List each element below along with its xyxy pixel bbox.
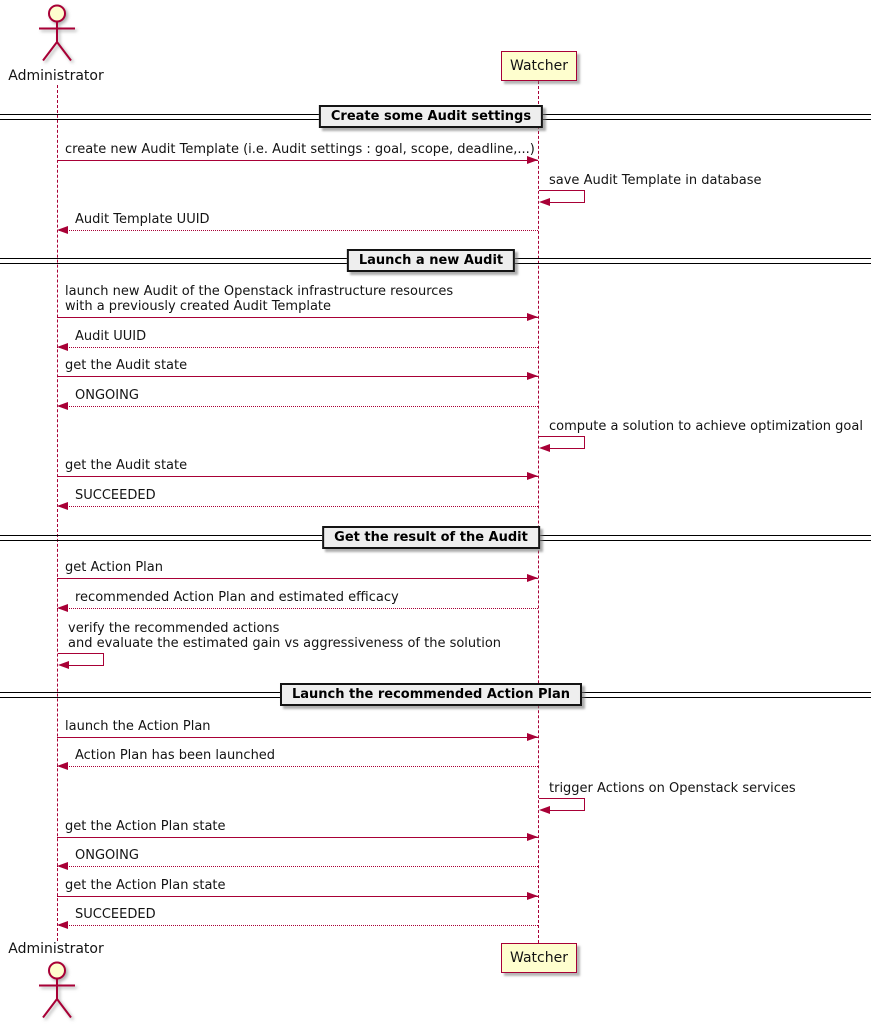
- self-message-loop-bottom: [549, 448, 584, 449]
- message-arrowhead-icon: [57, 343, 68, 351]
- message-text-line: get the Audit state: [65, 458, 188, 473]
- self-message-loop-bottom: [68, 665, 103, 666]
- self-message-loop-top: [539, 798, 584, 799]
- divider-label: Get the result of the Audit: [322, 526, 540, 549]
- message-text-line: with a previously created Audit Template: [65, 299, 332, 314]
- message-text: [75, 329, 146, 344]
- message-arrowhead-icon: [57, 402, 68, 410]
- message-arrow-line: [57, 737, 538, 738]
- message-arrow-line: [57, 578, 538, 579]
- self-message-loop-bottom: [549, 202, 584, 203]
- message-arrowhead-icon: [527, 313, 538, 321]
- self-message-loop-top: [539, 190, 584, 191]
- lifeline-administrator: [57, 85, 58, 941]
- message-arrow-line: [57, 230, 538, 231]
- message-text-line: and evaluate the estimated gain vs aggressiveness of the solution: [68, 636, 502, 651]
- message-text: [75, 748, 275, 763]
- message-text-line: Audit Template UUID: [75, 212, 210, 227]
- self-message-text: [68, 621, 501, 651]
- message-text: [75, 388, 139, 403]
- participant-label-watcher-top: Watcher: [510, 58, 568, 74]
- self-message-arrowhead-icon: [58, 661, 69, 669]
- divider-label: Create some Audit settings: [319, 105, 543, 128]
- message-text: [75, 590, 399, 605]
- message-arrow-line: [57, 160, 538, 161]
- message-text-line: create new Audit Template (i.e. Audit settings : goal, scope, deadline,...): [65, 142, 535, 157]
- self-message-loop-top: [539, 436, 584, 437]
- message-text-line: get Action Plan: [65, 560, 163, 575]
- message-text-line: launch the Action Plan: [65, 719, 211, 734]
- actor-label-administrator-top: Administrator: [8, 68, 104, 84]
- message-arrowhead-icon: [57, 502, 68, 510]
- self-message-text: [549, 781, 796, 796]
- message-text: [65, 719, 211, 734]
- message-arrowhead-icon: [57, 604, 68, 612]
- participant-box-watcher-bottom: [501, 943, 577, 973]
- message-text: [75, 488, 156, 503]
- self-message-arrowhead-icon: [539, 806, 550, 814]
- self-message-arrowhead-icon: [539, 444, 550, 452]
- message-text-line: trigger Actions on Openstack services: [549, 781, 796, 796]
- message-arrow-line: [57, 896, 538, 897]
- message-arrow-line: [57, 766, 538, 767]
- message-text-line: verify the recommended actions: [68, 621, 280, 636]
- message-text-line: Audit UUID: [75, 329, 147, 344]
- self-message-loop-side: [584, 436, 585, 449]
- actor-icon-administrator-top: [29, 3, 85, 65]
- message-text-line: launch new Audit of the Openstack infrastructure resources: [65, 284, 454, 299]
- message-arrow-line: [57, 608, 538, 609]
- message-arrowhead-icon: [57, 762, 68, 770]
- divider-label: Launch the recommended Action Plan: [280, 683, 582, 706]
- message-arrowhead-icon: [527, 156, 538, 164]
- message-arrow-line: [57, 347, 538, 348]
- message-arrowhead-icon: [527, 574, 538, 582]
- message-text-line: SUCCEEDED: [75, 488, 156, 503]
- self-message-loop-top: [58, 653, 103, 654]
- message-text: [65, 458, 187, 473]
- message-text: [65, 142, 535, 157]
- self-message-loop-side: [103, 653, 104, 666]
- message-text: [65, 560, 163, 575]
- message-arrow-line: [57, 376, 538, 377]
- message-arrowhead-icon: [527, 733, 538, 741]
- message-arrow-line: [57, 837, 538, 838]
- message-text: [75, 848, 139, 863]
- self-message-loop-bottom: [549, 810, 584, 811]
- message-arrow-line: [57, 866, 538, 867]
- self-message-loop-side: [584, 190, 585, 203]
- message-text-line: get the Action Plan state: [65, 878, 226, 893]
- message-text: [65, 284, 453, 314]
- message-text-line: ONGOING: [75, 388, 139, 403]
- self-message-loop-side: [584, 798, 585, 811]
- message-text: [65, 878, 226, 893]
- message-text: [65, 358, 187, 373]
- self-message-text: [549, 173, 762, 188]
- message-text-line: Action Plan has been launched: [75, 748, 276, 763]
- actor-icon-administrator-bottom: [29, 960, 85, 1022]
- message-arrow-line: [57, 406, 538, 407]
- message-text-line: recommended Action Plan and estimated efficacy: [75, 590, 399, 605]
- message-arrowhead-icon: [57, 862, 68, 870]
- self-message-text: [549, 419, 863, 434]
- participant-box-watcher-top: [501, 51, 577, 81]
- message-arrow-line: [57, 506, 538, 507]
- message-arrowhead-icon: [57, 226, 68, 234]
- message-text-line: save Audit Template in database: [549, 173, 762, 188]
- message-text-line: compute a solution to achieve optimization goal: [549, 419, 863, 434]
- message-arrow-line: [57, 317, 538, 318]
- message-arrowhead-icon: [527, 892, 538, 900]
- message-arrowhead-icon: [57, 921, 68, 929]
- participant-label-watcher-bottom: Watcher: [510, 950, 568, 966]
- message-arrowhead-icon: [527, 833, 538, 841]
- message-text: [65, 819, 226, 834]
- message-text: [75, 907, 156, 922]
- message-arrow-line: [57, 476, 538, 477]
- message-text-line: get the Action Plan state: [65, 819, 226, 834]
- self-message-arrowhead-icon: [539, 198, 550, 206]
- message-text-line: ONGOING: [75, 848, 139, 863]
- message-text: [75, 212, 210, 227]
- message-arrowhead-icon: [527, 472, 538, 480]
- message-arrowhead-icon: [527, 372, 538, 380]
- divider-label: Launch a new Audit: [347, 249, 515, 272]
- message-arrow-line: [57, 925, 538, 926]
- message-text-line: get the Audit state: [65, 358, 188, 373]
- message-text-line: SUCCEEDED: [75, 907, 156, 922]
- actor-label-administrator-bottom: Administrator: [8, 941, 104, 957]
